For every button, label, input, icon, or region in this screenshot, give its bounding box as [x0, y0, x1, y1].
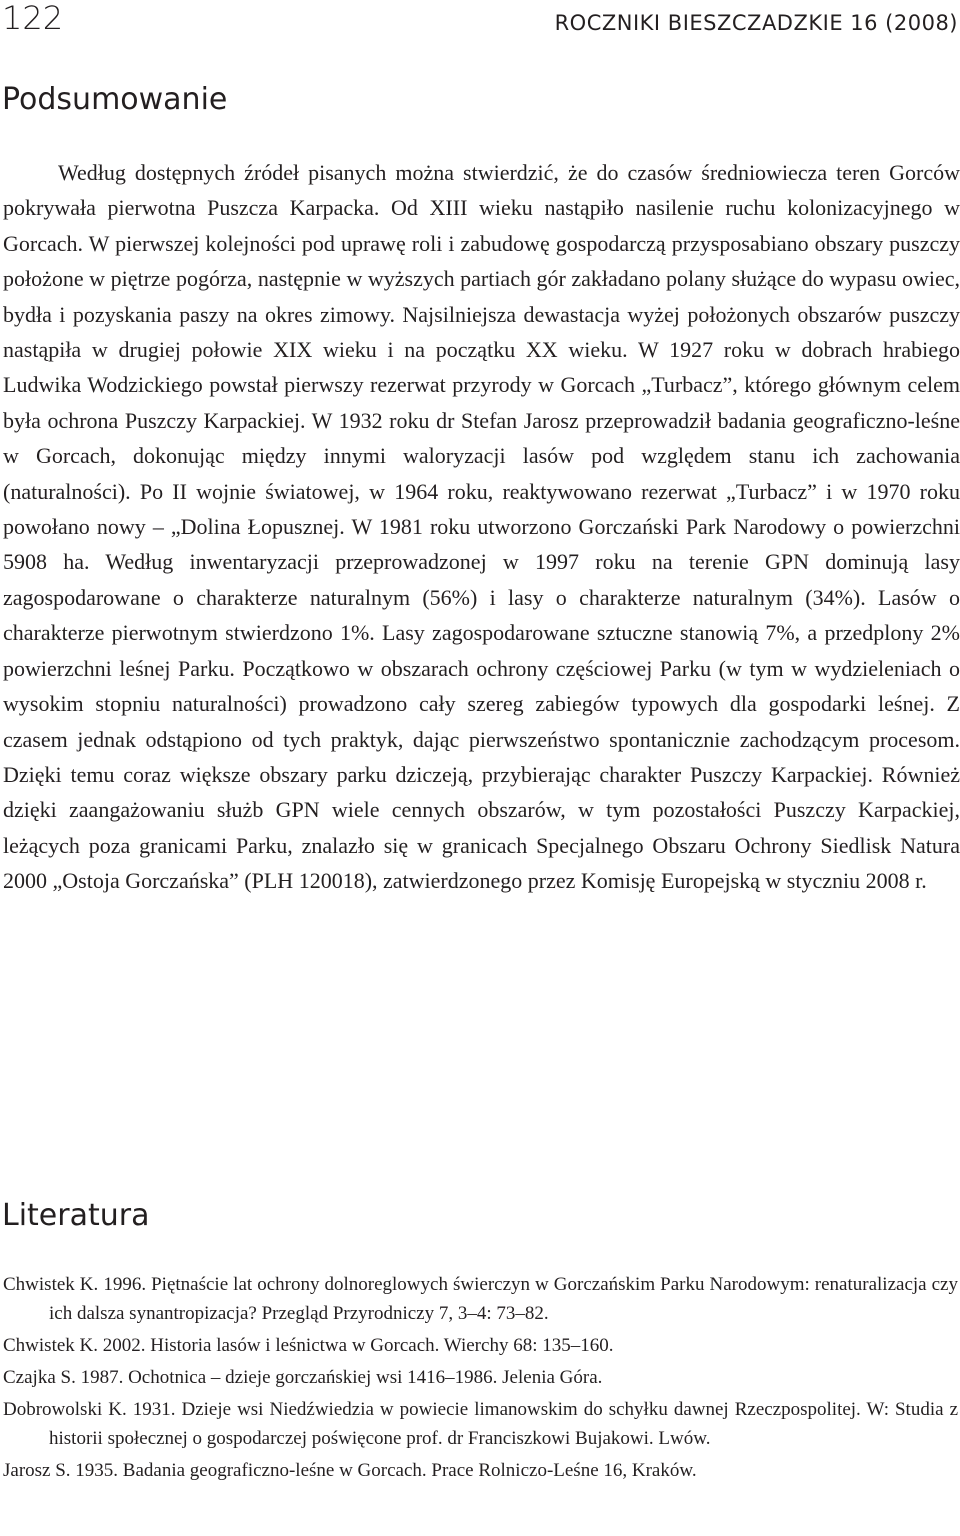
reference-item: Jarosz S. 1935. Badania geograficzno-leśne w Gorcach. Prace Rolniczo-Leśne 16, Kraków.: [3, 1460, 697, 1481]
running-head: ROCZNIKI BIESZCZADZKIE 16 (2008): [554, 11, 958, 35]
summary-paragraph: Według dostępnych źródeł pisanych można stwierdzić, że do czasów średniowiecza teren Gorców pokrywała pierwotna Puszcza Karpacka. Od XIII wieku nastąpiło nasilenie ruchu kolonizacyjnego w Gorcach. W pierwszej kolejności pod uprawę roli i zabudowę gospodarczą przysposabiano obszary puszczy położone w piętrze pogórza, następnie w wyższych partiach gór zakładano polany służące do wypasu owiec, bydła i pozyskania paszy na okres zimowy. Najsilniejsza dewastacja wyżej położonych obszarów puszczy nastąpiła w drugiej połowie XIX wieku i na początku XX wieku. W 1927 roku w dobrach hrabiego Ludwika Wodzickiego powstał pierwszy rezerwat przyrody w Gorcach „Turbacz”, którego głównym celem była ochrona Puszczy Karpackiej. W 1932 roku dr Stefan Jarosz przeprowadził badania geograficzno-leśne w Gorcach, dokonując między innymi waloryzacji lasów pod względem stanu ich zachowania (naturalności). Po II wojnie światowej, w 1964 roku, reaktywowano rezerwat „Turbacz” i w 1970 roku powołano nowy – „Dolina Łopusznej. W 1981 roku utworzono Gorczański Park Narodowy o powierzchni 5908 ha. Według inwentaryzacji przeprowadzonej w 1997 roku na terenie GPN dominują lasy zagospodarowane o charakterze naturalnym (56%) i lasy o charakterze naturalnym (34%). Lasów o charakterze pierwotnym stwierdzono 1%. Lasy zagospodarowane sztuczne stanowią 7%, a przedplony 2% powierzchni leśnej Parku. Początkowo w obszarach ochrony częściowej Parku (w tym w wydzieleniach o wysokim stopniu naturalności) prowadzono cały szereg zabiegów typowych dla gospodarki leśnej. Z czasem jednak odstąpiono od tych praktyk, dając pierwszeństwo spontanicznie zachodzącym procesom. Dzięki temu coraz większe obszary parku dziczeją, przybierając charakter Puszczy Karpackiej. Również dzięki zaangażowaniu służb GPN wiele cennych obszarów, w tym pozostałości Puszczy Karpackiej, leżących poza granicami Parku, znalazło się w granicach Specjalnego Obszaru Ochrony Siedlisk Natura 2000 „Ostoja Gorczańska” (PLH 120018), zatwierdzonego przez Komisję Europejską w styczniu 2008 r.: [3, 160, 960, 894]
section-title-summary: Podsumowanie: [2, 82, 228, 117]
reference-item: Chwistek K. 1996. Piętnaście lat ochrony dolnoreglowych świerczyn w Gorczańskim Parku Narodowym: renaturalizacja czy ich dalsza synantropizacja? Przegląd Przyrodniczy 7, 3–4: 73–82.: [3, 1274, 958, 1324]
reference-list: [3, 1270, 958, 1488]
page-number: 122: [2, 0, 64, 37]
reference-item: Czajka S. 1987. Ochotnica – dzieje gorczańskiej wsi 1416–1986. Jelenia Góra.: [3, 1367, 603, 1388]
reference-item: Chwistek K. 2002. Historia lasów i leśnictwa w Gorcach. Wierchy 68: 135–160.: [3, 1335, 614, 1356]
reference-item: Dobrowolski K. 1931. Dzieje wsi Niedźwiedzia w powiecie limanowskim do schyłku dawnej Rzeczpospolitej. W: Studia z historii społecznej o gospodarczej poświęcone prof. dr Franciszkowi Bujakowi. Lwów.: [3, 1399, 958, 1449]
section-title-literature: Literatura: [2, 1198, 150, 1233]
